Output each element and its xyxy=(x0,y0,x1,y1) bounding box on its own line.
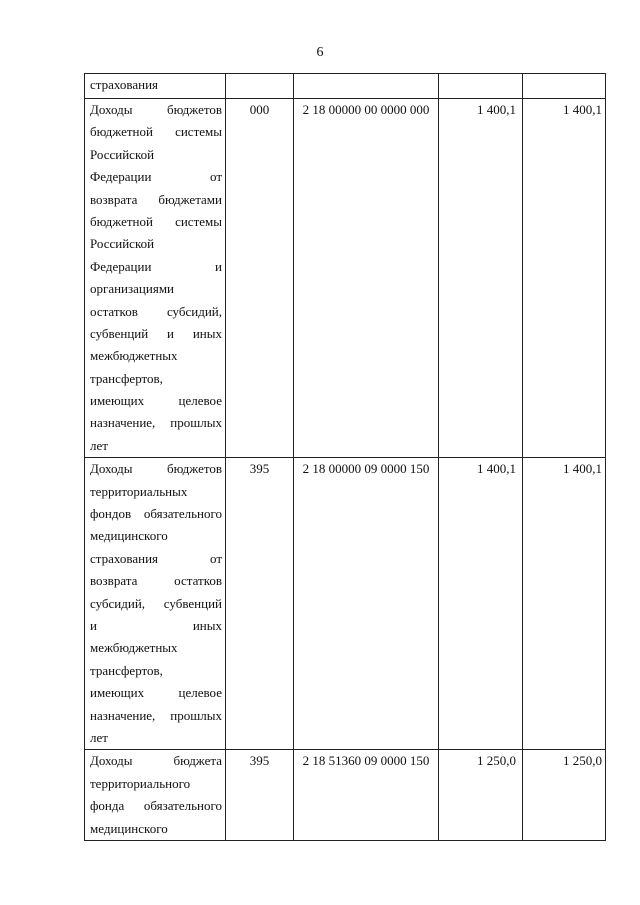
name-line: субвенций и иных xyxy=(90,325,222,341)
table-row xyxy=(85,99,606,458)
name-line: межбюджетных xyxy=(90,640,178,656)
budget-code-cell: 2 18 00000 09 0000 150 xyxy=(294,458,439,750)
budget-revenue-table xyxy=(84,73,606,841)
name-line: фондов обязательного xyxy=(90,506,222,522)
name-line: Доходы бюджетов xyxy=(90,102,222,117)
name-line: Доходы бюджета xyxy=(90,753,222,769)
name-line: лет xyxy=(90,729,108,745)
value-1-cell: 1 400,1 xyxy=(439,99,523,458)
revenue-name-cell xyxy=(85,74,226,99)
admin-code-cell: 395 xyxy=(226,750,294,841)
name-line: бюджетной системы xyxy=(90,213,222,229)
name-line: Российской xyxy=(90,146,155,162)
name-line: трансфертов, xyxy=(90,662,163,678)
table-row-continuation xyxy=(85,74,606,99)
name-line: Федерации от xyxy=(90,169,222,185)
value-2-cell xyxy=(523,74,606,99)
name-line: возврата остатков xyxy=(90,573,222,589)
name-line: назначение, прошлых xyxy=(90,707,222,723)
name-line: медицинского xyxy=(90,528,168,544)
admin-code-cell: 395 xyxy=(226,458,294,750)
name-line: возврата бюджетами xyxy=(90,191,222,207)
name-line: имеющих целевое xyxy=(90,393,222,409)
budget-code-cell: 2 18 00000 00 0000 000 xyxy=(294,99,439,458)
budget-code-cell: 2 18 51360 09 0000 150 xyxy=(294,750,439,841)
name-line: территориального xyxy=(90,775,191,791)
name-line: лет xyxy=(90,437,108,453)
name-line: Доходы бюджетов xyxy=(90,461,222,477)
value-1-cell: 1 400,1 xyxy=(439,458,523,750)
table-row xyxy=(85,750,606,841)
revenue-name-cell xyxy=(85,458,226,750)
name-line: межбюджетных xyxy=(90,348,178,364)
value-2-cell: 1 250,0 xyxy=(523,750,606,841)
revenue-name-cell xyxy=(85,99,226,458)
name-line: имеющих целевое xyxy=(90,685,222,701)
name-line: субсидий, субвенций xyxy=(90,595,222,611)
page-number: 6 xyxy=(316,45,324,60)
name-line: территориальных xyxy=(90,483,188,499)
name-line: назначение, прошлых xyxy=(90,415,222,431)
name-line: Российской xyxy=(90,236,155,252)
name-line: страхования xyxy=(90,77,159,92)
revenue-name-cell xyxy=(85,750,226,841)
value-1-cell xyxy=(439,74,523,99)
name-line: и иных xyxy=(90,617,222,633)
name-line: фонда обязательного xyxy=(90,798,222,814)
value-1-cell: 1 250,0 xyxy=(439,750,523,841)
admin-code-cell: 000 xyxy=(226,99,294,458)
budget-code-cell xyxy=(294,74,439,99)
value-2-cell: 1 400,1 xyxy=(523,458,606,750)
name-line: трансфертов, xyxy=(90,370,163,386)
name-line: Федерации и xyxy=(90,258,222,274)
name-line: бюджетной системы xyxy=(90,124,222,140)
name-line: медицинского xyxy=(90,820,168,836)
name-line: организациями xyxy=(90,281,174,297)
value-2-cell: 1 400,1 xyxy=(523,99,606,458)
name-line: остатков субсидий, xyxy=(90,303,222,319)
name-line: страхования от xyxy=(90,550,222,566)
table-row xyxy=(85,458,606,750)
admin-code-cell xyxy=(226,74,294,99)
